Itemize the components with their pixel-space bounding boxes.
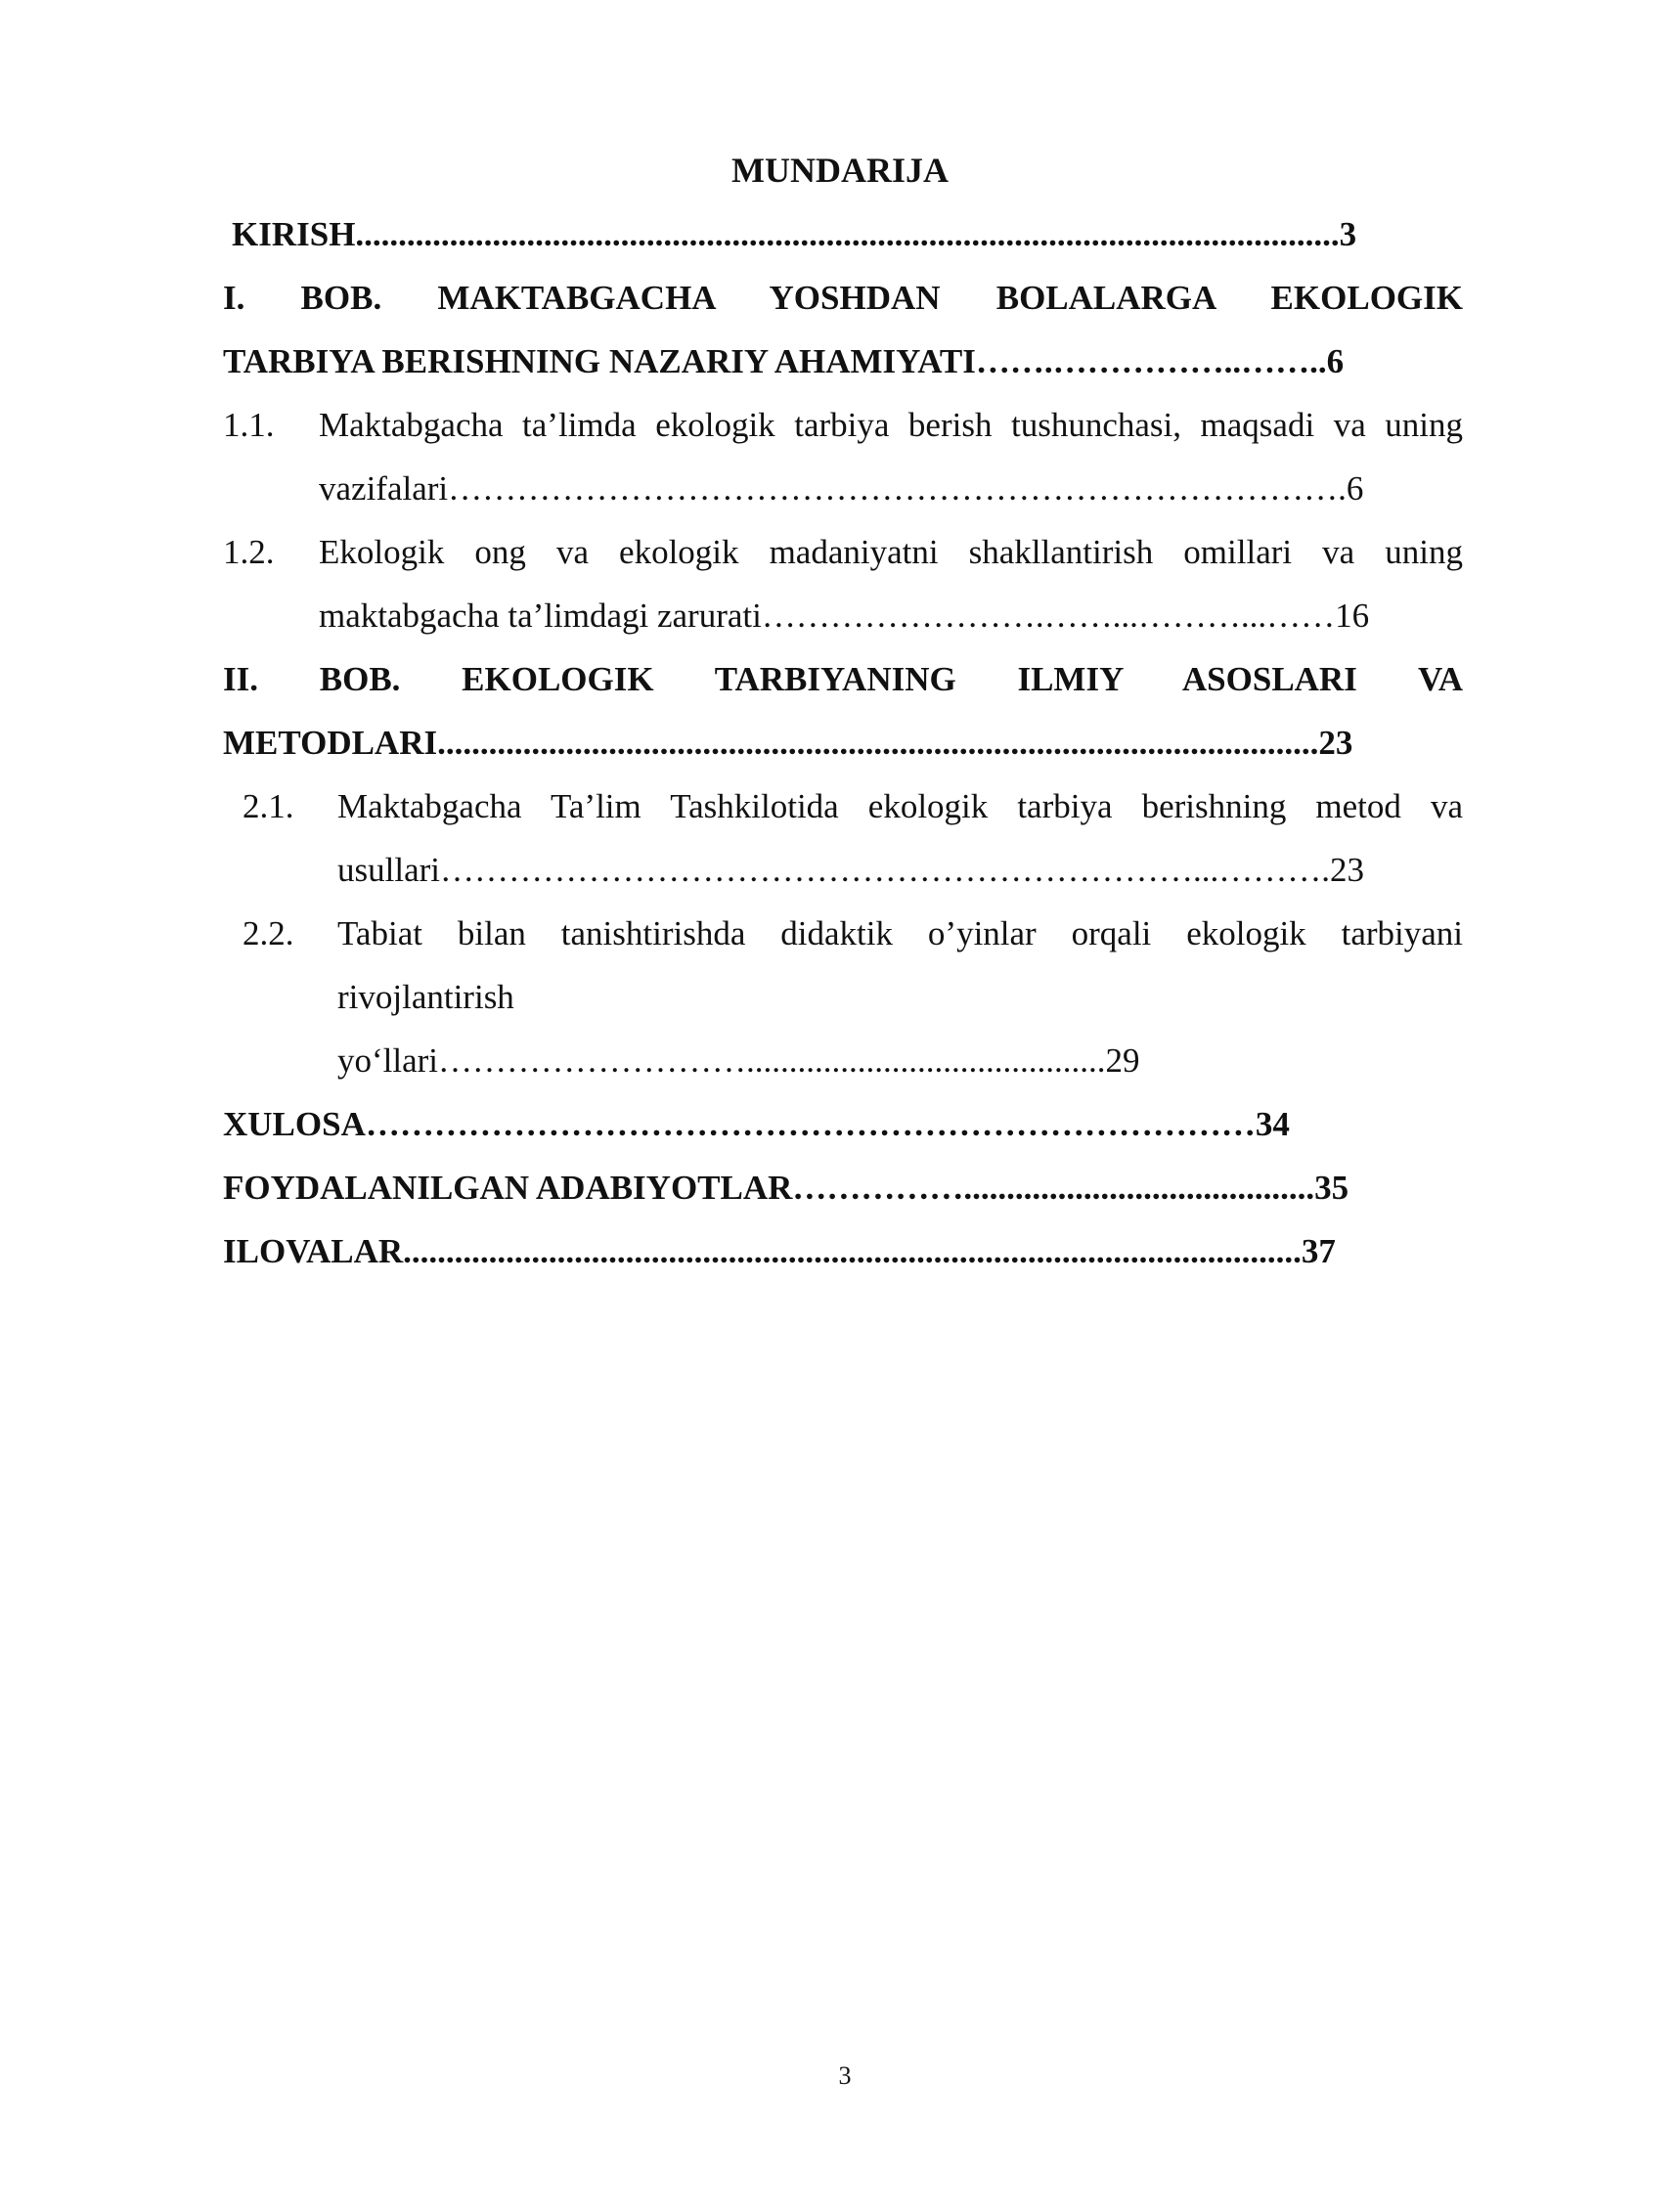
toc-entry-kirish: KIRISH...................................................................................................................3: [232, 215, 1357, 253]
toc-section-1-2-title-cont: maktabgacha ta’limdagi zarurati…………………….……...………...……16: [319, 597, 1370, 635]
toc-chapter-1-title: I. BOB. MAKTABGACHA YOSHDAN BOLALARGA EKOLOGIK: [223, 279, 1463, 317]
toc-chapter-2-title: II. BOB. EKOLOGIK TARBIYANING ILMIY ASOSLARI VA: [223, 660, 1463, 698]
toc-section-2-2-title-cont: rivojlantirish: [337, 978, 514, 1016]
toc-section-2-2-number: 2.2.: [243, 914, 294, 952]
toc-section-1-2-title: Ekologik ong va ekologik madaniyatni shakllantirish omillari va uning: [319, 533, 1463, 571]
toc-section-2-1-title: Maktabgacha Ta’lim Tashkilotida ekologik tarbiya berishning metod va: [337, 787, 1463, 825]
toc-entry-ilovalar: ILOVALAR.........................................................................................................37: [223, 1232, 1336, 1270]
toc-section-1-2-number: 1.2.: [223, 533, 275, 571]
page-title: MUNDARIJA: [731, 151, 949, 190]
toc-section-2-1-title-cont: usullari…………………………………………………………...……….23: [337, 851, 1364, 889]
toc-section-1-1-title-cont: vazifalari…………………………………………………………………….6: [319, 469, 1364, 508]
toc-entry-foydalanilgan-adabiyotlar: FOYDALANILGAN ADABIYOTLAR…………….........................................35: [223, 1169, 1349, 1207]
page-number: 3: [838, 2061, 852, 2090]
toc-section-2-2-title-cont-2: yo‘llari………………………..........................................29: [337, 1041, 1140, 1080]
toc-entry-xulosa: XULOSA……………………………………………………………………34: [223, 1105, 1290, 1143]
toc-section-2-2-title: Tabiat bilan tanishtirishda didaktik o’yinlar orqali ekologik tarbiyani: [337, 914, 1463, 952]
toc-chapter-2-title-cont: METODLARI.......................................................................................................23: [223, 724, 1353, 762]
toc-chapter-1-title-cont: TARBIYA BERISHNING NAZARIY AHAMIYATI…….……………..……..6: [223, 342, 1345, 380]
toc-section-1-1-number: 1.1.: [223, 406, 275, 444]
toc-section-1-1-title: Maktabgacha ta’limda ekologik tarbiya berish tushunchasi, maqsadi va uning: [319, 406, 1463, 444]
toc-section-2-1-number: 2.1.: [243, 787, 294, 825]
